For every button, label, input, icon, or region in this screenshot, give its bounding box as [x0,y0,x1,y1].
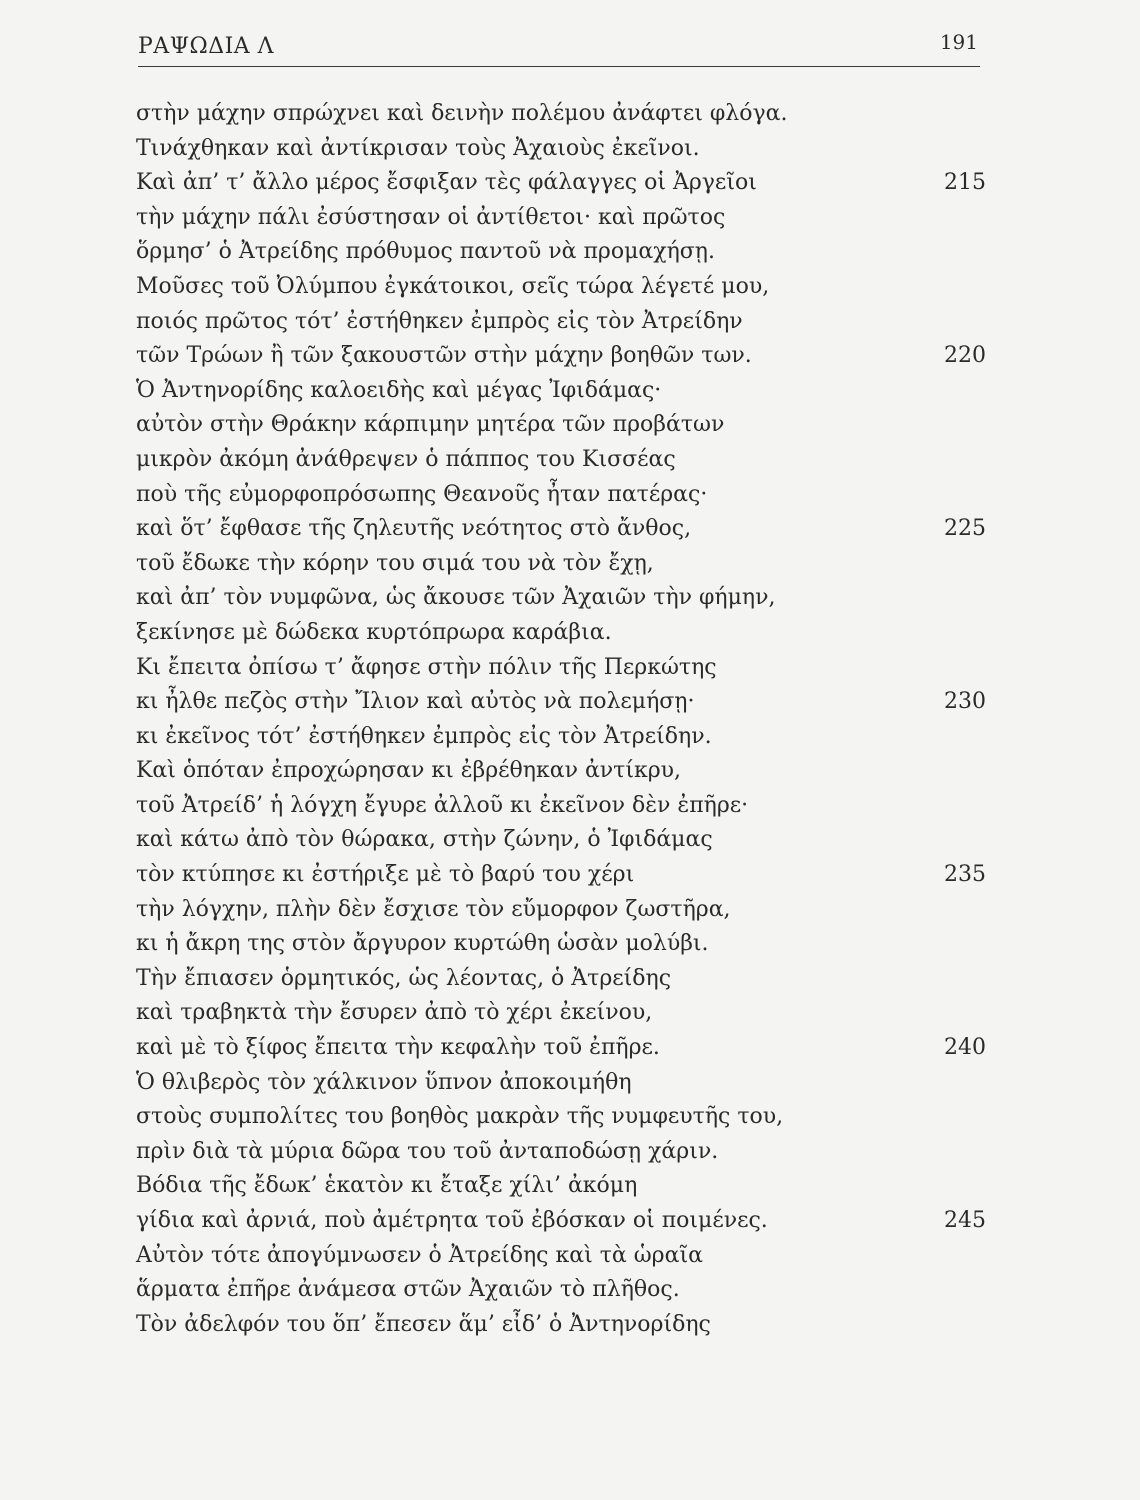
verse-text: Τὴν ἔπιασεν ὁρμητικός, ὡς λέοντας, ὁ Ἀτρείδης [136,965,672,991]
verse-text: καὶ ἀπ’ τὸν νυμφῶνα, ὡς ἄκουσε τῶν Ἀχαιῶν τὴν φήμην, [136,585,776,611]
verse-text: τοῦ Ἀτρείδ’ ἡ λόγχη ἔγυρε ἀλλοῦ κι ἐκεῖνον δὲν ἐπῆρε· [136,792,749,818]
verse-line [136,996,986,1031]
verse-text: τὴν μάχην πάλι ἐσύστησαν οἱ ἀντίθετοι· καὶ πρῶτος [136,204,726,230]
verse-line [136,1135,986,1170]
verse-text: Ὁ Ἀντηνορίδης καλοειδὴς καὶ μέγας Ἰφιδάμας· [136,377,662,403]
verse-line [136,581,986,616]
verse-line [136,201,986,236]
verse-line [136,1031,986,1066]
verse-line [136,823,986,858]
verse-line [136,1100,986,1135]
line-number: 230 [944,689,986,715]
verse-line [136,305,986,340]
verse-text: αὐτὸν στὴν Θράκην κάρπιμην μητέρα τῶν προβάτων [136,412,725,438]
verse-line [136,616,986,651]
verse-line [136,789,986,824]
page-number: 191 [939,30,978,54]
verse-text: Ὁ θλιβερὸς τὸν χάλκινον ὕπνον ἀποκοιμήθη [136,1069,632,1095]
verse-text: κι ἐκεῖνος τότ’ ἐστήθηκεν ἐμπρὸς εἰς τὸν Ἀτρείδην. [136,723,712,749]
verse-text: καὶ μὲ τὸ ξίφος ἔπειτα τὴν κεφαλὴν τοῦ ἐπῆρε. [136,1035,660,1061]
verse-line [136,270,986,305]
verse-text: ὅρμησ’ ὁ Ἀτρείδης πρόθυμος παντοῦ νὰ προμαχήσῃ. [136,239,715,265]
verse-text: καὶ ὅτ’ ἔφθασε τῆς ζηλευτῆς νεότητος στὸ ἄνθος, [136,516,692,542]
verse-text: τὸν κτύπησε κι ἐστήριξε μὲ τὸ βαρύ του χέρι [136,862,635,888]
line-number: 215 [944,170,986,196]
verse-text: τοῦ ἔδωκε τὴν κόρην του σιμά του νὰ τὸν ἔχῃ, [136,550,654,576]
verse-line [136,374,986,409]
verse-text: πρὶν διὰ τὰ μύρια δῶρα του τοῦ ἀνταποδώσῃ χάριν. [136,1138,719,1164]
verse-line [136,927,986,962]
verse-line [136,235,986,270]
verse-text: Τὸν ἀδελφόν του ὅπ’ ἔπεσεν ἅμ’ εἶδ’ ὁ Ἀντηνορίδης [136,1311,711,1337]
page-header [138,28,980,67]
verse-text: ποὺ τῆς εὐμορφοπρόσωπης Θεανοῦς ἦταν πατέρας· [136,481,708,507]
verse-text: μικρὸν ἀκόμη ἀνάθρεψεν ὁ πάππος του Κισσέας [136,446,676,472]
verse-line [136,685,986,720]
verse-line [136,962,986,997]
verse-text: γίδια καὶ ἀρνιά, ποὺ ἀμέτρητα τοῦ ἐβόσκαν οἱ ποιμένες. [136,1208,768,1233]
verse-text: ποιός πρῶτος τότ’ ἐστήθηκεν ἐμπρὸς εἰς τὸν Ἀτρείδην [136,308,743,334]
verse-line [136,132,986,167]
verse-text: καὶ τραβηκτὰ τὴν ἔσυρεν ἀπὸ τὸ χέρι ἐκείνου, [136,1000,653,1026]
verse-block [136,97,986,1342]
verse-line [136,754,986,789]
verse-line [136,893,986,928]
verse-text: κι ἦλθε πεζὸς στὴν Ἴλιον καὶ αὐτὸς νὰ πολεμήσῃ· [136,689,695,715]
verse-line [136,166,986,201]
verse-line [136,1239,986,1274]
running-head: ΡΑΨΩΔΙΑ Λ [138,34,275,59]
verse-text: τὴν λόγχην, πλὴν δὲν ἔσχισε τὸν εὔμορφον ζωστῆρα, [136,896,731,922]
verse-line [136,858,986,893]
verse-text: Τινάχθηκαν καὶ ἀντίκρισαν τοὺς Ἀχαιοὺς ἐκεῖνοι. [136,135,700,161]
verse-line [136,408,986,443]
verse-text: κι ἡ ἄκρη της στὸν ἄργυρον κυρτώθη ὡσὰν μολύβι. [136,931,709,957]
verse-line [136,547,986,582]
verse-text: στὴν μάχην σπρώχνει καὶ δεινὴν πολέμου ἀνάφτει φλόγα. [136,101,788,126]
verse-line [136,1066,986,1101]
verse-text: τῶν Τρώων ἢ τῶν ξακουστῶν στὴν μάχην βοηθῶν των. [136,343,752,369]
verse-text: Μοῦσες τοῦ Ὀλύμπου ἐγκάτοικοι, σεῖς τώρα λέγετέ μου, [136,273,770,299]
verse-line [136,478,986,513]
line-number: 240 [944,1035,986,1061]
verse-line [136,1169,986,1204]
verse-text: Κι ἔπειτα ὀπίσω τ’ ἄφησε στὴν πόλιν τῆς Περκώτης [136,654,717,680]
verse-text: ξεκίνησε μὲ δώδεκα κυρτόπρωρα καράβια. [136,619,612,645]
verse-line [136,1204,986,1239]
verse-line [136,512,986,547]
line-number: 220 [944,343,986,369]
verse-line [136,339,986,374]
verse-line [136,443,986,478]
verse-line [136,97,986,132]
verse-line [136,1308,986,1343]
verse-line [136,651,986,686]
verse-text: καὶ κάτω ἀπὸ τὸν θώρακα, στὴν ζώνην, ὁ Ἰφιδάμας [136,827,713,853]
verse-text: Βόδια τῆς ἔδωκ’ ἑκατὸν κι ἔταξε χίλι’ ἀκόμη [136,1173,638,1199]
line-number: 245 [944,1208,986,1233]
verse-line [136,720,986,755]
verse-line [136,1273,986,1308]
verse-text: ἅρματα ἐπῆρε ἀνάμεσα στῶν Ἀχαιῶν τὸ πλῆθος. [136,1277,680,1303]
verse-text: Αὐτὸν τότε ἀπογύμνωσεν ὁ Ἀτρείδης καὶ τὰ ὡραῖα [136,1242,703,1268]
verse-text: στοὺς συμπολίτες του βοηθὸς μακρὰν τῆς νυμφευτῆς του, [136,1104,784,1130]
verse-text: Καὶ ἀπ’ τ’ ἄλλο μέρος ἔσφιξαν τὲς φάλαγγες οἱ Ἀργεῖοι [136,170,757,196]
line-number: 235 [944,862,986,888]
line-number: 225 [944,516,986,542]
verse-text: Καὶ ὁπόταν ἐπροχώρησαν κι ἐβρέθηκαν ἀντίκρυ, [136,758,682,784]
